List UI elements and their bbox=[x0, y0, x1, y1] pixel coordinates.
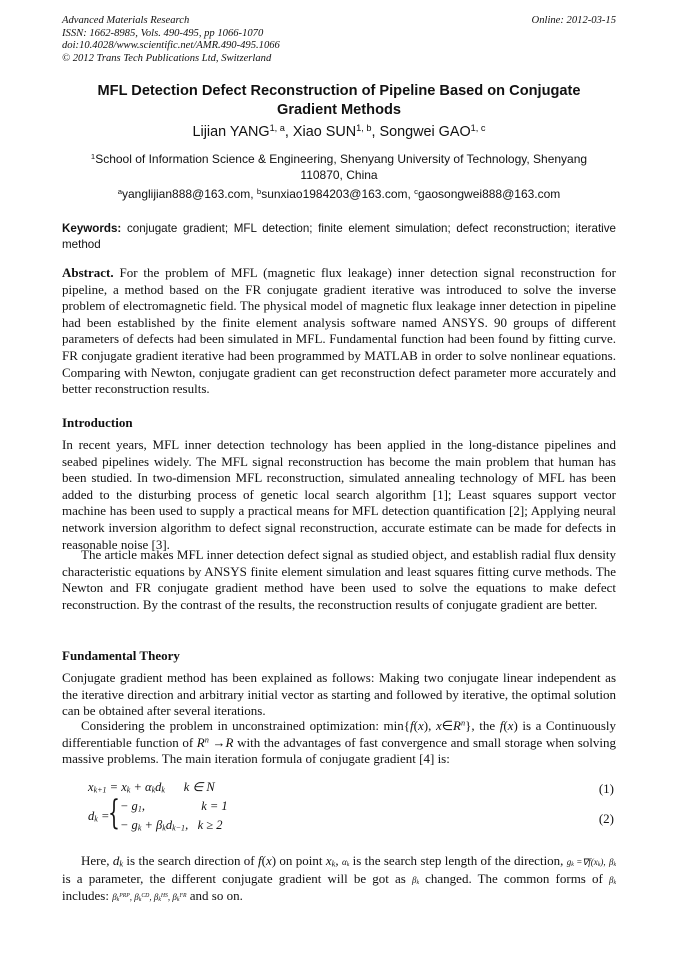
paragraph: In recent years, MFL inner detection technology has been applied in the long-distance pipelines and seabed pipelines widely. The MFL signal reconstruction has become the main problem that human has been studied. In two-dimension MFL reconstruction, simulated annealing technology of MFL has been added to the disturbing process of genetic local search algorithm [1]; Least squares support vector machine has been used to supply a practical means for MFL detection quantification [2]; Applying neural network inversion algorithm to defect signal reconstruction, accurate estimate can be made for defects in reasonable noise [3]. bbox=[62, 437, 616, 552]
math-var: R bbox=[453, 718, 461, 733]
math-var: x bbox=[435, 718, 442, 733]
text-run: is the search step length of the direction, bbox=[349, 853, 564, 868]
math-symbol: $\beta_k$ bbox=[608, 857, 617, 869]
email-sup: b bbox=[256, 186, 262, 196]
email-link[interactable]: yanglijian888@163.com bbox=[121, 187, 251, 201]
math-var: x bbox=[265, 853, 272, 868]
section-heading: Introduction bbox=[62, 415, 133, 430]
author-sup: 1, a bbox=[269, 122, 285, 133]
author-name: Songwei GAO bbox=[379, 124, 471, 140]
equation-number: (2) bbox=[598, 811, 614, 826]
equation-2-case-1: − $g_1$, k = 1 bbox=[120, 799, 228, 814]
author-sup: 1, b bbox=[356, 122, 372, 133]
text-run: ) is a Continuously differentiable function of bbox=[62, 718, 616, 750]
equation-number: (1) bbox=[598, 781, 614, 796]
paragraph: The article makes MFL inner detection defect signal as studied object, and establish radial flux density characteristic equations by ANSYS finite element simulation and least squares fitting curve methods. The Newton and FR conjugate gradient method have been used to solve the equations to make defect reconstruction. By the contrast of the results, the reconstruction results of conjugate gradient are better. bbox=[62, 547, 616, 612]
text-run: ( bbox=[261, 853, 266, 868]
math-var: f bbox=[410, 718, 414, 733]
equation-2-lhs: $d_k$ = bbox=[88, 809, 110, 824]
issn: ISSN: 1662-8985, Vols. 490-495, pp 1066-1070 bbox=[62, 27, 264, 39]
math-var: R bbox=[225, 734, 234, 750]
text-run: is a parameter, the different conjugate gradient will be got as bbox=[62, 870, 412, 886]
doi: doi:10.4028/www.scientific.net/AMR.490-495.1066 bbox=[62, 40, 280, 52]
abstract-label: Abstract. bbox=[62, 265, 114, 280]
author-name: Lijian YANG bbox=[192, 124, 270, 140]
text-run: Here, bbox=[81, 853, 113, 868]
math-var: f bbox=[499, 718, 504, 733]
title-line-2: Gradient Methods bbox=[276, 102, 402, 118]
author-name: Xiao SUN bbox=[292, 124, 357, 140]
text-run: Considering the problem in unconstrained optimization: min{ bbox=[81, 718, 411, 733]
math-var: x bbox=[507, 718, 514, 733]
section-heading: Fundamental Theory bbox=[62, 648, 180, 663]
math-symbol: $g_k =\nabla f(x_k)$, bbox=[566, 857, 606, 869]
paragraph bbox=[62, 718, 616, 768]
text-run: is the search direction of bbox=[123, 853, 258, 868]
email-link[interactable]: sunxiao1984203@163.com bbox=[261, 187, 408, 201]
text-run: with the advantages of fast convergence and small storage when solving massive problems. The main iteration formula of conjugate gradient [4] is: bbox=[62, 734, 616, 767]
paragraph bbox=[62, 853, 616, 906]
title-line-1: MFL Detection Defect Reconstruction of Pipeline Based on Conjugate bbox=[97, 83, 581, 99]
affiliation-line-2: 110870, China bbox=[300, 168, 378, 182]
affiliation-sup: 1 bbox=[90, 151, 96, 161]
email-list: $^a$yanglijian888@163.com, $^b$sunxiao1984203@163.com, $^c$gaosongwei888@163.com bbox=[117, 186, 561, 201]
math-symbol: $\alpha_k$ bbox=[341, 857, 350, 869]
journal-header bbox=[62, 15, 616, 65]
affiliation bbox=[62, 151, 616, 183]
math-var: x bbox=[325, 853, 332, 868]
keywords-label: Keywords: bbox=[62, 222, 122, 235]
text-run: ) on point bbox=[271, 853, 326, 868]
math-var: k bbox=[119, 859, 124, 869]
math-var: n bbox=[204, 735, 209, 745]
text-run: ), bbox=[423, 718, 436, 733]
math-var: f bbox=[257, 853, 262, 868]
paper-title bbox=[62, 82, 616, 120]
math-symbol: $\beta_k$ bbox=[608, 874, 616, 886]
math-var: R bbox=[196, 734, 205, 750]
text-run: → bbox=[208, 734, 226, 750]
equation-1: $x_{k+1} = x_k + \alpha_kd_k$ k ∈ N bbox=[88, 780, 215, 795]
math-var: k bbox=[331, 859, 336, 869]
email-sup: c bbox=[414, 186, 419, 196]
online-date: Online: 2012-03-15 bbox=[531, 15, 616, 26]
text-run: ( bbox=[413, 718, 418, 733]
keywords bbox=[62, 221, 616, 252]
author-sup: 1, c bbox=[470, 122, 486, 133]
text-run: ∈ bbox=[441, 718, 454, 733]
text-run: , bbox=[335, 853, 342, 868]
math-symbol: $\beta_k^{PRP}$, $\beta_k^{CD}$, $\beta_k^{HS}$, $\beta_k^{FR}$ bbox=[112, 892, 187, 904]
text-run: ( bbox=[503, 718, 508, 733]
journal-name: Advanced Materials Research bbox=[62, 15, 190, 26]
author-list: Lijian YANG$^{1, a}$, Xiao SUN$^{1, b}$, Songwei GAO$^{1, c}$ bbox=[192, 122, 486, 140]
equation-2-case-2: − $g_k + \beta_kd_{k-1}$, k ≥ 2 bbox=[120, 818, 223, 833]
abstract bbox=[62, 265, 616, 398]
affiliation-line-1: School of Information Science & Engineering, Shenyang University of Technology, Shenyang bbox=[95, 152, 588, 166]
email-sup: a bbox=[117, 186, 122, 196]
math-var: x bbox=[418, 718, 424, 733]
math-var: d bbox=[112, 853, 120, 868]
text-run: includes: bbox=[62, 888, 113, 904]
email-link[interactable]: gaosongwei888@163.com bbox=[418, 187, 561, 201]
abstract-text: For the problem of MFL (magnetic flux leakage) inner detection signal reconstruction for pipeline, a method based on the FR conjugate gradient iterative was introduced to solve the inverse problem of electromagnetic field. The physical model of magnetic flux leakage inner detection in pipeline had been established by the finite element analysis software named ANSYS. 90 groups of different parameters of defects had been simulated in MFL. Fundamental function had been found by fitting curve. FR conjugate gradient iterative had been programmed by MATLAB in order to solve nonlinear equations. Comparing with Newton, conjugate gradient can get reconstruction defect parameter more accurately and better reconstruction results. bbox=[62, 265, 616, 397]
text-run: }, the bbox=[465, 718, 500, 733]
copyright: © 2012 Trans Tech Publications Ltd, Switzerland bbox=[62, 52, 272, 64]
keywords-text: conjugate gradient; MFL detection; finite element simulation; defect reconstruction; iterative method bbox=[62, 222, 616, 251]
paragraph: Conjugate gradient method has been explained as follows: Making two conjugate linear independent as the iterative direction and arbitrary initial vector as starting and followed by iterative, the optimal solution can be obtained after several iterations. bbox=[62, 670, 616, 719]
text-run: changed. The common forms of bbox=[419, 870, 609, 886]
math-var: n bbox=[461, 718, 466, 728]
left-brace-icon: { bbox=[108, 793, 120, 833]
text-run: and so on. bbox=[186, 888, 243, 904]
math-symbol: $\beta_k$ bbox=[411, 874, 420, 886]
